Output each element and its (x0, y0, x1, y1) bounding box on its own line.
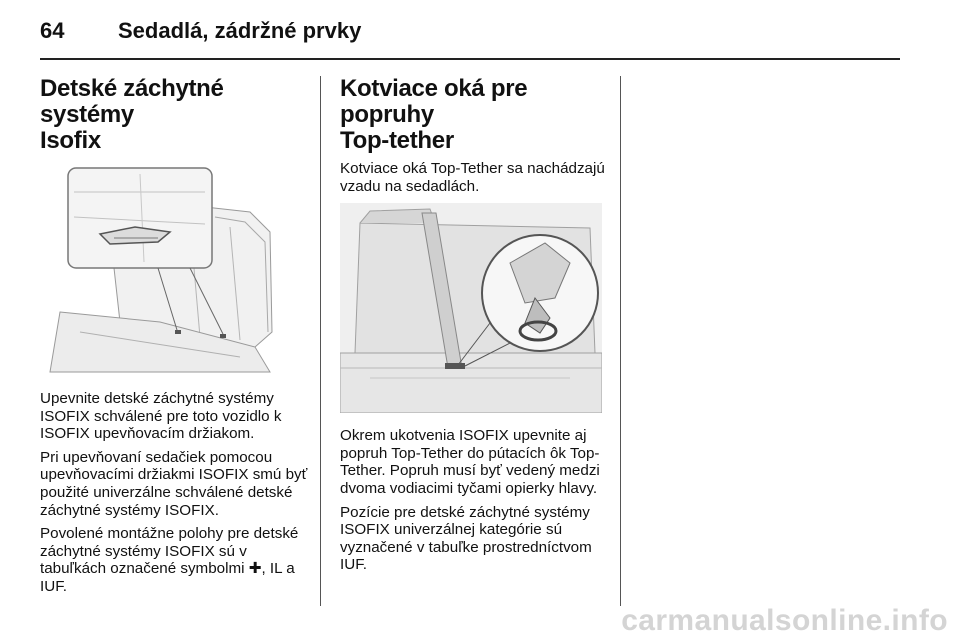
header-rule (40, 58, 900, 60)
chapter-title: Sedadlá, zádržné prvky (118, 18, 362, 43)
isofix-heading-line2: Isofix (40, 127, 101, 154)
isofix-paragraph-3-tail: , IL a IUF. (40, 560, 295, 595)
page-number: 64 (40, 18, 65, 43)
top-tether-paragraph-2: Pozície pre detské záchytné systémy ISOFIX univerzálnej kategórie sú vyznačené v tabuľke prostredníctvom IUF. (340, 503, 592, 574)
isofix-paragraph-3-text: Povolené montážne polohy pre detské záchytné systémy ISOFIX sú v tabuľkách označené symbolmi (40, 525, 299, 578)
page-header (40, 12, 900, 52)
isofix-paragraph-2: Pri upevňovaní sedačiek pomocou upevňovacími držiakmi ISOFIX smú byť použité univerzálne schválené detské záchytné systémy ISOFIX. (40, 448, 308, 519)
isofix-heading-line1: Detské záchytné systémy (40, 75, 224, 128)
isofix-paragraph-1: Upevnite detské záchytné systémy ISOFIX schválené pre toto vozidlo k ISOFIX upevňovacím držiakom. (40, 390, 282, 443)
top-tether-anchor-illustration (340, 203, 602, 413)
top-tether-heading (340, 76, 608, 154)
watermark: carmanualsonline.info (621, 604, 948, 637)
column-divider-2 (620, 76, 621, 606)
isofix-paragraph-3 (40, 525, 308, 595)
top-tether-intro: Kotviace oká Top-Tether sa nachádzajú vzadu na sedadlách. (340, 160, 605, 195)
top-tether-paragraph-1: Okrem ukotvenia ISOFIX upevnite aj popruh Top-Tether do pútacích ôk Top-Tether. Popruh musí byť vedený medzi dvoma vodiacimi tyčami opierky hlavy. (340, 427, 600, 497)
column-divider-1 (320, 76, 321, 606)
isofix-heading (40, 76, 308, 154)
top-tether-section (340, 76, 608, 580)
isofix-symbol-icon: ✚ (248, 560, 262, 578)
isofix-section (40, 76, 308, 602)
top-tether-heading-line2: Top-tether (340, 127, 454, 154)
isofix-seat-anchor-illustration (40, 162, 302, 376)
top-tether-heading-line1: Kotviace oká pre popruhy (340, 75, 528, 128)
